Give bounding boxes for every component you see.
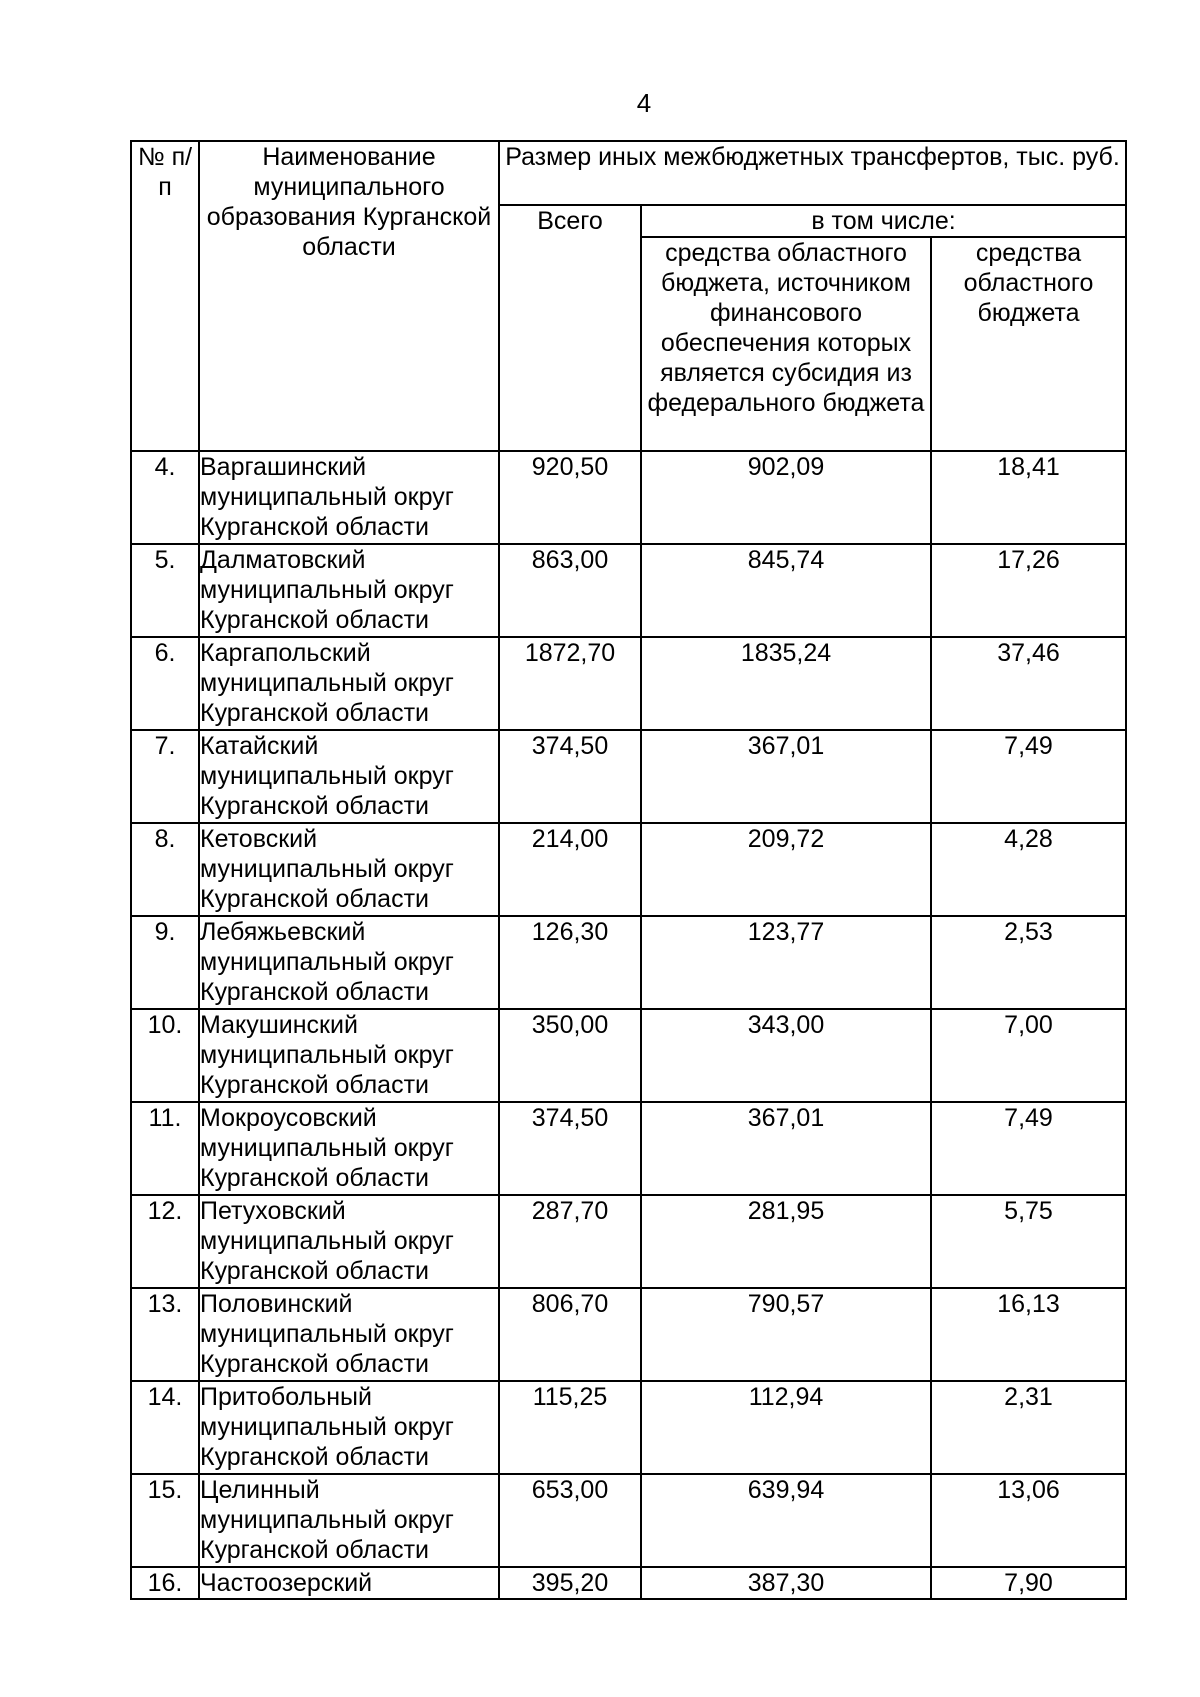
municipality-title: Частоозерский xyxy=(200,1569,373,1597)
table-row xyxy=(131,916,1126,1009)
total-amount: 287,70 xyxy=(499,1195,641,1288)
municipality-name xyxy=(199,1567,499,1599)
municipality-name xyxy=(199,823,499,916)
regional-amount: 5,75 xyxy=(931,1195,1126,1288)
federal-subsidy-amount: 790,57 xyxy=(641,1288,931,1381)
transfers-table xyxy=(130,140,1127,1600)
header-municipality-name: Наименование муниципального образования Курганской области xyxy=(199,141,499,451)
federal-subsidy-amount: 367,01 xyxy=(641,730,931,823)
federal-subsidy-amount: 112,94 xyxy=(641,1381,931,1474)
federal-subsidy-amount: 123,77 xyxy=(641,916,931,1009)
federal-subsidy-amount: 367,01 xyxy=(641,1102,931,1195)
municipality-type: муниципальный округ Курганской области xyxy=(200,1134,454,1192)
table-row xyxy=(131,451,1126,544)
table-row xyxy=(131,1288,1126,1381)
regional-amount: 7,00 xyxy=(931,1009,1126,1102)
municipality-title: Кетовский xyxy=(200,825,318,853)
table-body xyxy=(131,141,1126,1599)
total-amount: 126,30 xyxy=(499,916,641,1009)
table-row xyxy=(131,1474,1126,1567)
federal-subsidy-amount: 902,09 xyxy=(641,451,931,544)
header-transfers-amount: Размер иных межбюджетных трансфертов, тыс. руб. xyxy=(499,141,1126,205)
total-amount: 1872,70 xyxy=(499,637,641,730)
municipality-type: муниципальный округ Курганской области xyxy=(200,669,454,727)
regional-amount: 2,53 xyxy=(931,916,1126,1009)
regional-amount: 17,26 xyxy=(931,544,1126,637)
municipality-name xyxy=(199,730,499,823)
total-amount: 374,50 xyxy=(499,730,641,823)
regional-amount: 18,41 xyxy=(931,451,1126,544)
table-row xyxy=(131,544,1126,637)
row-number: 7. xyxy=(131,730,199,823)
row-number: 4. xyxy=(131,451,199,544)
municipality-type: муниципальный округ Курганской области xyxy=(200,483,454,541)
total-amount: 806,70 xyxy=(499,1288,641,1381)
total-amount: 115,25 xyxy=(499,1381,641,1474)
municipality-title: Катайский xyxy=(200,732,319,760)
header-number: № п/п xyxy=(131,141,199,451)
header-regional-funds: средства областного бюджета xyxy=(931,237,1126,451)
row-number: 14. xyxy=(131,1381,199,1474)
row-number: 15. xyxy=(131,1474,199,1567)
row-number: 12. xyxy=(131,1195,199,1288)
municipality-title: Половинский xyxy=(200,1290,353,1318)
total-amount: 374,50 xyxy=(499,1102,641,1195)
municipality-name xyxy=(199,1288,499,1381)
header-row xyxy=(131,141,1126,205)
row-number: 5. xyxy=(131,544,199,637)
row-number: 13. xyxy=(131,1288,199,1381)
total-amount: 395,20 xyxy=(499,1567,641,1599)
federal-subsidy-amount: 1835,24 xyxy=(641,637,931,730)
table-row xyxy=(131,1195,1126,1288)
municipality-name xyxy=(199,1381,499,1474)
municipality-title: Притобольный xyxy=(200,1383,372,1411)
municipality-name xyxy=(199,1102,499,1195)
header-federal-subsidy-funds: средства областного бюджета, источником финансового обеспечения которых является субсидия из федерального бюджета xyxy=(641,237,931,451)
municipality-name xyxy=(199,1474,499,1567)
municipality-title: Макушинский xyxy=(200,1011,358,1039)
regional-amount: 7,49 xyxy=(931,730,1126,823)
municipality-type: муниципальный округ Курганской области xyxy=(200,576,454,634)
table-row xyxy=(131,730,1126,823)
row-number: 9. xyxy=(131,916,199,1009)
municipality-name xyxy=(199,1009,499,1102)
municipality-type: муниципальный округ Курганской области xyxy=(200,855,454,913)
regional-amount: 7,49 xyxy=(931,1102,1126,1195)
page-number: 4 xyxy=(636,88,652,118)
federal-subsidy-amount: 387,30 xyxy=(641,1567,931,1599)
municipality-title: Каргапольский xyxy=(200,639,371,667)
municipality-type: муниципальный округ Курганской области xyxy=(200,1227,454,1285)
table-row xyxy=(131,637,1126,730)
row-number: 6. xyxy=(131,637,199,730)
federal-subsidy-amount: 281,95 xyxy=(641,1195,931,1288)
municipality-type: муниципальный округ Курганской области xyxy=(200,948,454,1006)
regional-amount: 2,31 xyxy=(931,1381,1126,1474)
federal-subsidy-amount: 639,94 xyxy=(641,1474,931,1567)
federal-subsidy-amount: 845,74 xyxy=(641,544,931,637)
municipality-title: Петуховский xyxy=(200,1197,346,1225)
municipality-name xyxy=(199,1195,499,1288)
municipality-title: Далматовский xyxy=(200,546,366,574)
header-including: в том числе: xyxy=(641,205,1126,237)
regional-amount: 16,13 xyxy=(931,1288,1126,1381)
row-number: 11. xyxy=(131,1102,199,1195)
municipality-name xyxy=(199,916,499,1009)
total-amount: 863,00 xyxy=(499,544,641,637)
row-number: 10. xyxy=(131,1009,199,1102)
federal-subsidy-amount: 343,00 xyxy=(641,1009,931,1102)
row-number: 8. xyxy=(131,823,199,916)
municipality-title: Лебяжьевский xyxy=(200,918,366,946)
total-amount: 653,00 xyxy=(499,1474,641,1567)
regional-amount: 37,46 xyxy=(931,637,1126,730)
table-row xyxy=(131,1102,1126,1195)
table-row xyxy=(131,1567,1126,1599)
regional-amount: 7,90 xyxy=(931,1567,1126,1599)
row-number: 16. xyxy=(131,1567,199,1599)
municipality-name xyxy=(199,451,499,544)
municipality-name xyxy=(199,637,499,730)
total-amount: 350,00 xyxy=(499,1009,641,1102)
table-row xyxy=(131,1009,1126,1102)
municipality-type: муниципальный округ Курганской области xyxy=(200,1506,454,1564)
municipality-type: муниципальный округ Курганской области xyxy=(200,762,454,820)
municipality-title: Мокроусовский xyxy=(200,1104,377,1132)
municipality-title: Целинный xyxy=(200,1476,320,1504)
table-row xyxy=(131,1381,1126,1474)
municipality-type: муниципальный округ Курганской области xyxy=(200,1041,454,1099)
regional-amount: 4,28 xyxy=(931,823,1126,916)
municipality-type: муниципальный округ Курганской области xyxy=(200,1320,454,1378)
federal-subsidy-amount: 209,72 xyxy=(641,823,931,916)
municipality-name xyxy=(199,544,499,637)
municipality-type: муниципальный округ Курганской области xyxy=(200,1413,454,1471)
header-total: Всего xyxy=(499,205,641,451)
regional-amount: 13,06 xyxy=(931,1474,1126,1567)
table-row xyxy=(131,823,1126,916)
municipality-title: Варгашинский xyxy=(200,453,367,481)
total-amount: 920,50 xyxy=(499,451,641,544)
total-amount: 214,00 xyxy=(499,823,641,916)
